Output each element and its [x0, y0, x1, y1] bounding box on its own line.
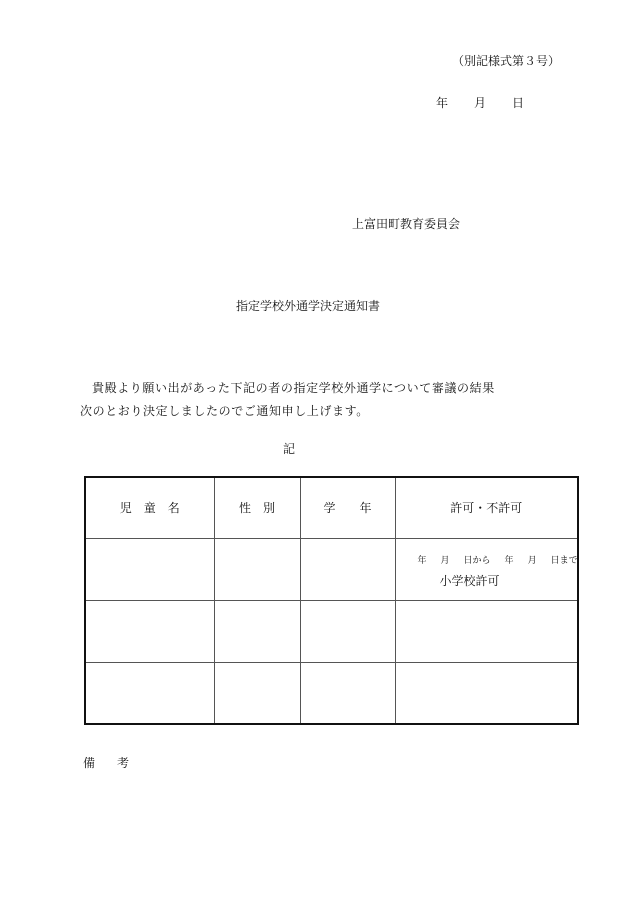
table-header-row	[85, 477, 578, 538]
permission-school-text: 小学校許可	[439, 573, 500, 588]
remarks-char-2: 考	[117, 756, 130, 770]
date-month: 月	[474, 96, 487, 110]
header-grade: 学 年	[300, 477, 395, 538]
date-day: 日	[512, 96, 525, 110]
period-month-from: 月	[440, 555, 450, 566]
table-row	[85, 538, 578, 600]
cell-sex	[214, 662, 300, 724]
cell-grade	[300, 538, 395, 600]
cell-child-name	[85, 662, 214, 724]
header-sex: 性 別	[214, 477, 300, 538]
remarks-label	[83, 754, 129, 771]
document-title: 指定学校外通学決定通知書	[236, 299, 381, 313]
table-row	[85, 662, 578, 724]
cell-child-name	[85, 600, 214, 662]
date-year: 年	[436, 96, 449, 110]
cell-grade	[300, 662, 395, 724]
decision-table	[84, 476, 579, 725]
cell-child-name	[85, 538, 214, 600]
period-from: 日から	[463, 555, 491, 566]
cell-permission	[395, 538, 578, 600]
cell-permission	[395, 600, 578, 662]
body-line-1: 貴殿より願い出があった下記の者の指定学校外通学について審議の結果	[92, 381, 495, 395]
cell-permission	[395, 662, 578, 724]
body-text	[80, 377, 495, 423]
cell-sex	[214, 600, 300, 662]
header-permission: 許可・不許可	[395, 477, 578, 538]
body-line-2: 次のとおり決定しましたのでご通知申し上げます。	[80, 404, 369, 418]
issuer-name: 上富田町教育委員会	[352, 217, 461, 231]
header-child-name: 児 童 名	[85, 477, 214, 538]
period-until: 日まで	[550, 555, 578, 566]
cell-grade	[300, 600, 395, 662]
date-line	[436, 94, 524, 111]
period-year-from: 年	[417, 555, 427, 566]
period-year-to: 年	[504, 555, 514, 566]
cell-sex	[214, 538, 300, 600]
table-row	[85, 600, 578, 662]
permission-period	[418, 553, 578, 566]
form-number: （別記様式第３号）	[452, 54, 561, 68]
period-month-to: 月	[527, 555, 537, 566]
remarks-char-1: 備	[83, 756, 96, 770]
ki-marker: 記	[283, 442, 296, 456]
